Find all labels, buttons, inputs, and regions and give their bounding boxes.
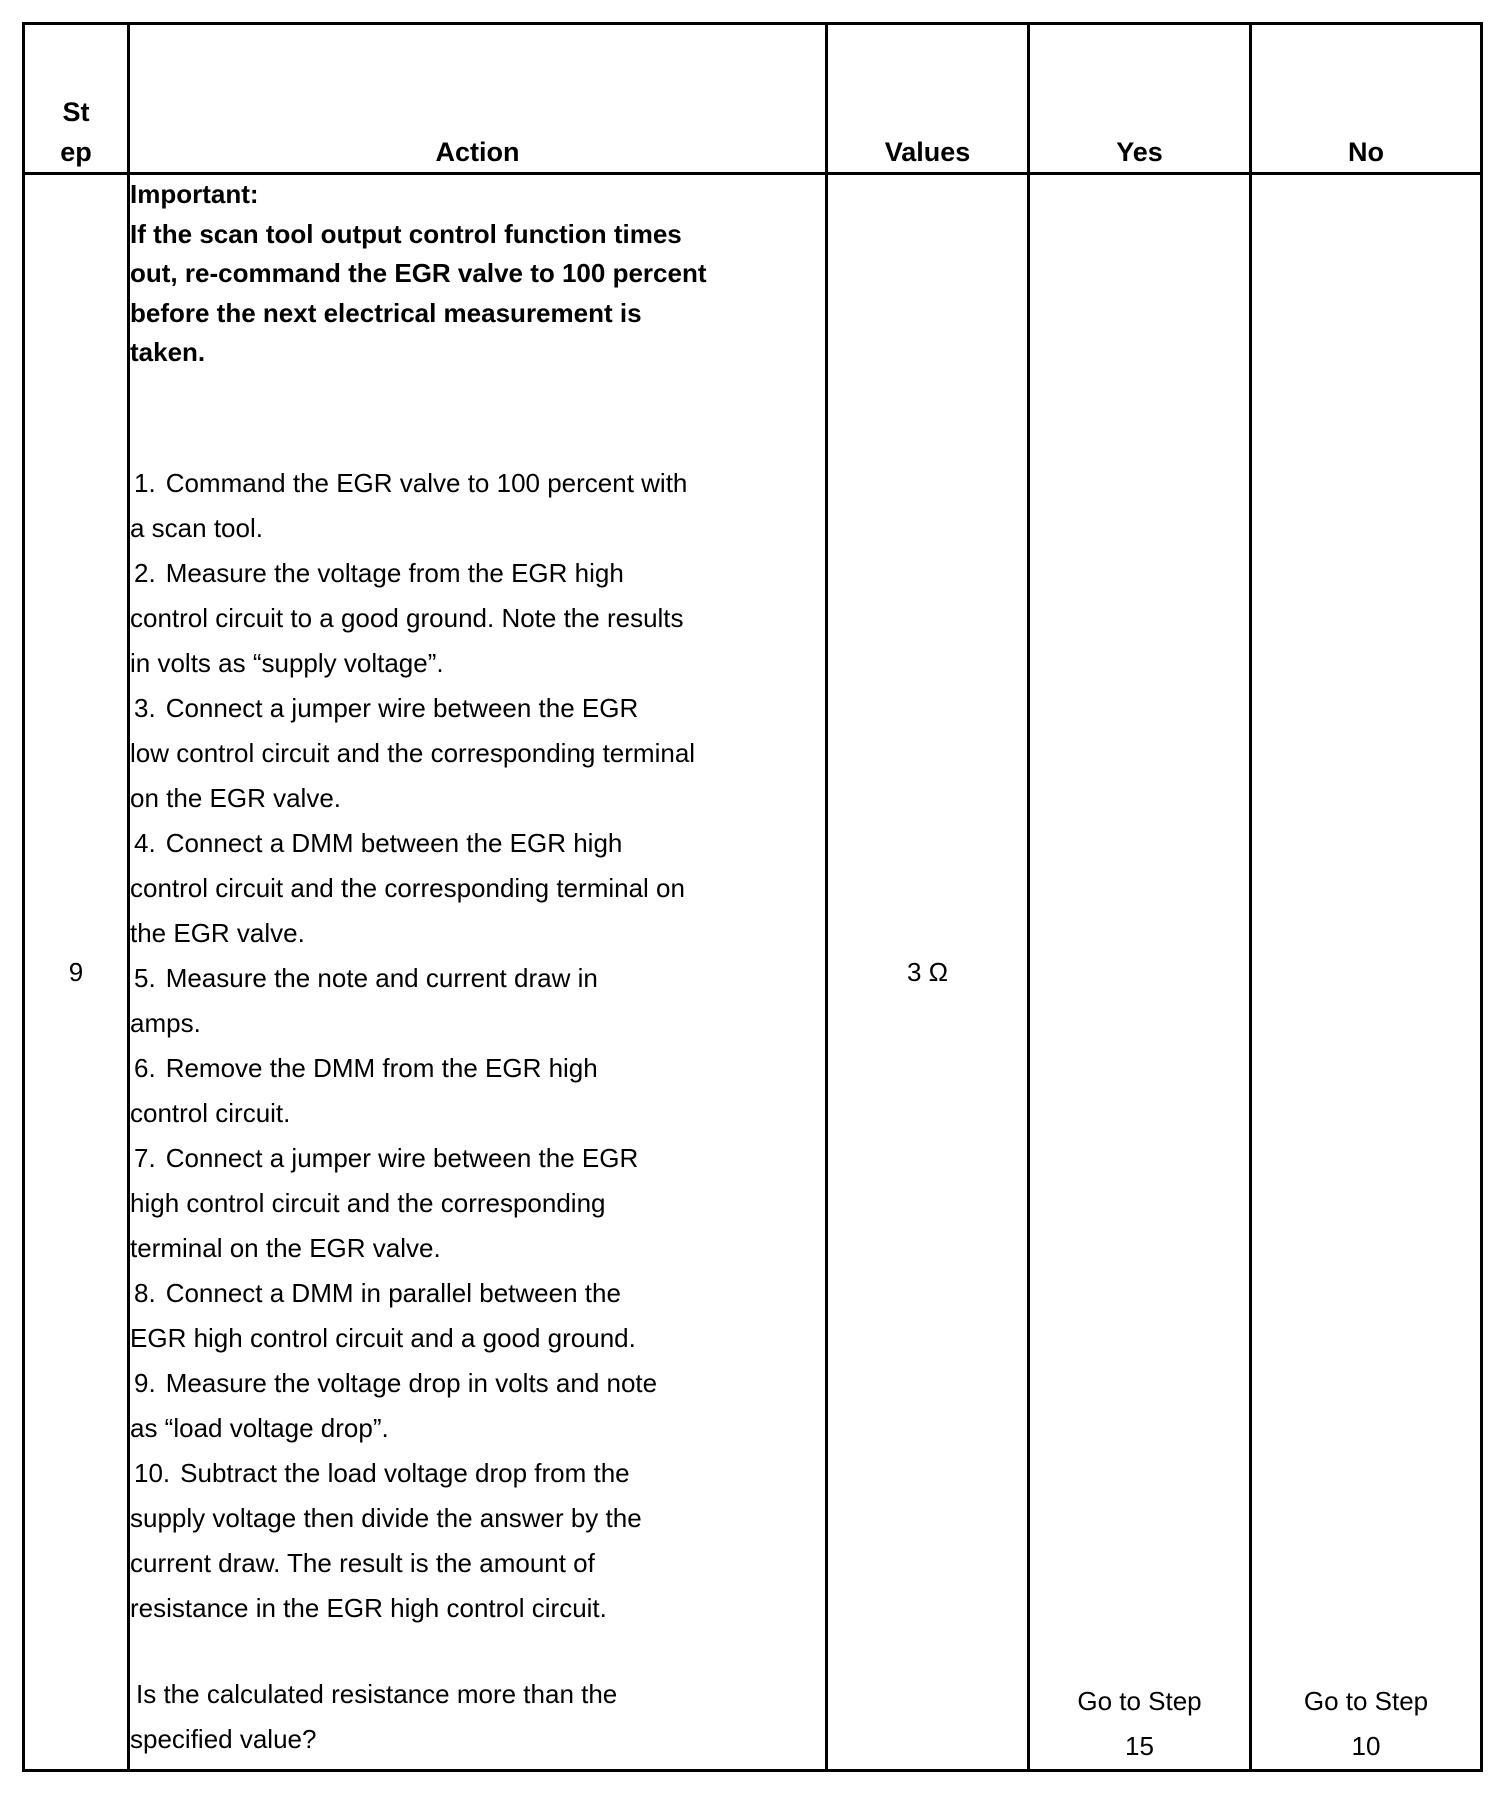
step-text: in volts as “supply voltage”. (130, 647, 444, 678)
step-text: Measure the voltage from the EGR high (165, 557, 624, 588)
question-line: Is the calculated resistance more than the (136, 1678, 618, 1709)
step-text: EGR high control circuit and a good ground. (130, 1322, 636, 1353)
step-text: resistance in the EGR high control circuit. (130, 1592, 607, 1623)
step-text: Subtract the load voltage drop from the (180, 1457, 630, 1488)
important-line: taken. (130, 337, 206, 367)
header-step (24, 24, 129, 174)
header-values: Values (827, 24, 1029, 174)
step-text: on the EGR valve. (130, 782, 341, 813)
table-row (24, 174, 1482, 1771)
step-text: Connect a jumper wire between the EGR (165, 692, 639, 723)
step-text: control circuit. (130, 1097, 291, 1128)
important-line: before the next electrical measurement is (130, 297, 642, 328)
header-no: No (1251, 24, 1482, 174)
yes-cell (1029, 174, 1251, 1771)
important-label: Important: (130, 179, 259, 209)
list-item (130, 1271, 825, 1361)
list-item (130, 686, 825, 821)
step-text: terminal on the EGR valve. (130, 1232, 441, 1263)
step-text: control circuit and the corresponding terminal on (130, 872, 685, 903)
step-index: 7. (134, 1142, 156, 1173)
list-item (130, 956, 825, 1046)
step-index: 1. (134, 467, 156, 498)
important-line: out, re-command the EGR valve to 100 percent (130, 258, 707, 288)
step-index: 8. (134, 1277, 156, 1308)
list-item (130, 1136, 825, 1271)
step-text: Connect a DMM in parallel between the (165, 1277, 621, 1308)
step-text: Measure the voltage drop in volts and note (165, 1367, 658, 1398)
step-index: 3. (134, 692, 156, 723)
header-step-line-2: ep (60, 137, 92, 167)
step-text: current draw. The result is the amount of (130, 1547, 595, 1578)
important-note (130, 175, 825, 373)
step-text: supply voltage then divide the answer by the (130, 1502, 642, 1533)
important-line: If the scan tool output control function times (130, 218, 682, 249)
list-item (130, 821, 825, 956)
step-text: amps. (130, 1007, 201, 1038)
question-line: specified value? (130, 1723, 317, 1754)
step-index: 6. (134, 1052, 156, 1083)
step-text: Connect a jumper wire between the EGR (165, 1142, 639, 1173)
step-text: Command the EGR valve to 100 percent with (165, 467, 688, 498)
step-text: high control circuit and the corresponding (130, 1187, 606, 1218)
list-item (130, 1361, 825, 1451)
step-text: Connect a DMM between the EGR high (165, 827, 623, 858)
step-index: 4. (134, 827, 156, 858)
list-item (130, 1451, 825, 1631)
header-step-line-1: St (62, 97, 90, 127)
header-action: Action (129, 24, 827, 174)
list-item (130, 461, 825, 551)
step-text: control circuit to a good ground. Note the results (130, 602, 684, 633)
list-item (130, 551, 825, 686)
step-text: the EGR valve. (130, 917, 305, 948)
step-text: Measure the note and current draw in (165, 962, 598, 993)
step-index: 9. (134, 1367, 156, 1398)
step-index: 2. (134, 557, 156, 588)
yes-step-number: 15 (1125, 1731, 1154, 1761)
header-row (24, 24, 1482, 174)
step-index: 10. (134, 1457, 171, 1488)
header-yes: Yes (1029, 24, 1251, 174)
step-number: 9 (24, 174, 129, 1771)
step-text: Remove the DMM from the EGR high (165, 1052, 598, 1083)
step-text: a scan tool. (130, 512, 263, 543)
value-cell: 3 Ω (827, 174, 1029, 1771)
action-cell (129, 174, 827, 1771)
step-text: low control circuit and the corresponding terminal (130, 737, 696, 768)
no-cell (1251, 174, 1482, 1771)
question (130, 1672, 825, 1762)
no-line: Go to Step (1303, 1686, 1429, 1716)
yes-line: Go to Step (1077, 1686, 1202, 1716)
no-step-number: 10 (1351, 1731, 1381, 1761)
step-text: as “load voltage drop”. (130, 1412, 389, 1443)
list-item (130, 1046, 825, 1136)
step-index: 5. (134, 962, 156, 993)
procedure-steps (130, 461, 825, 1631)
diagnostic-table (22, 22, 1483, 1772)
